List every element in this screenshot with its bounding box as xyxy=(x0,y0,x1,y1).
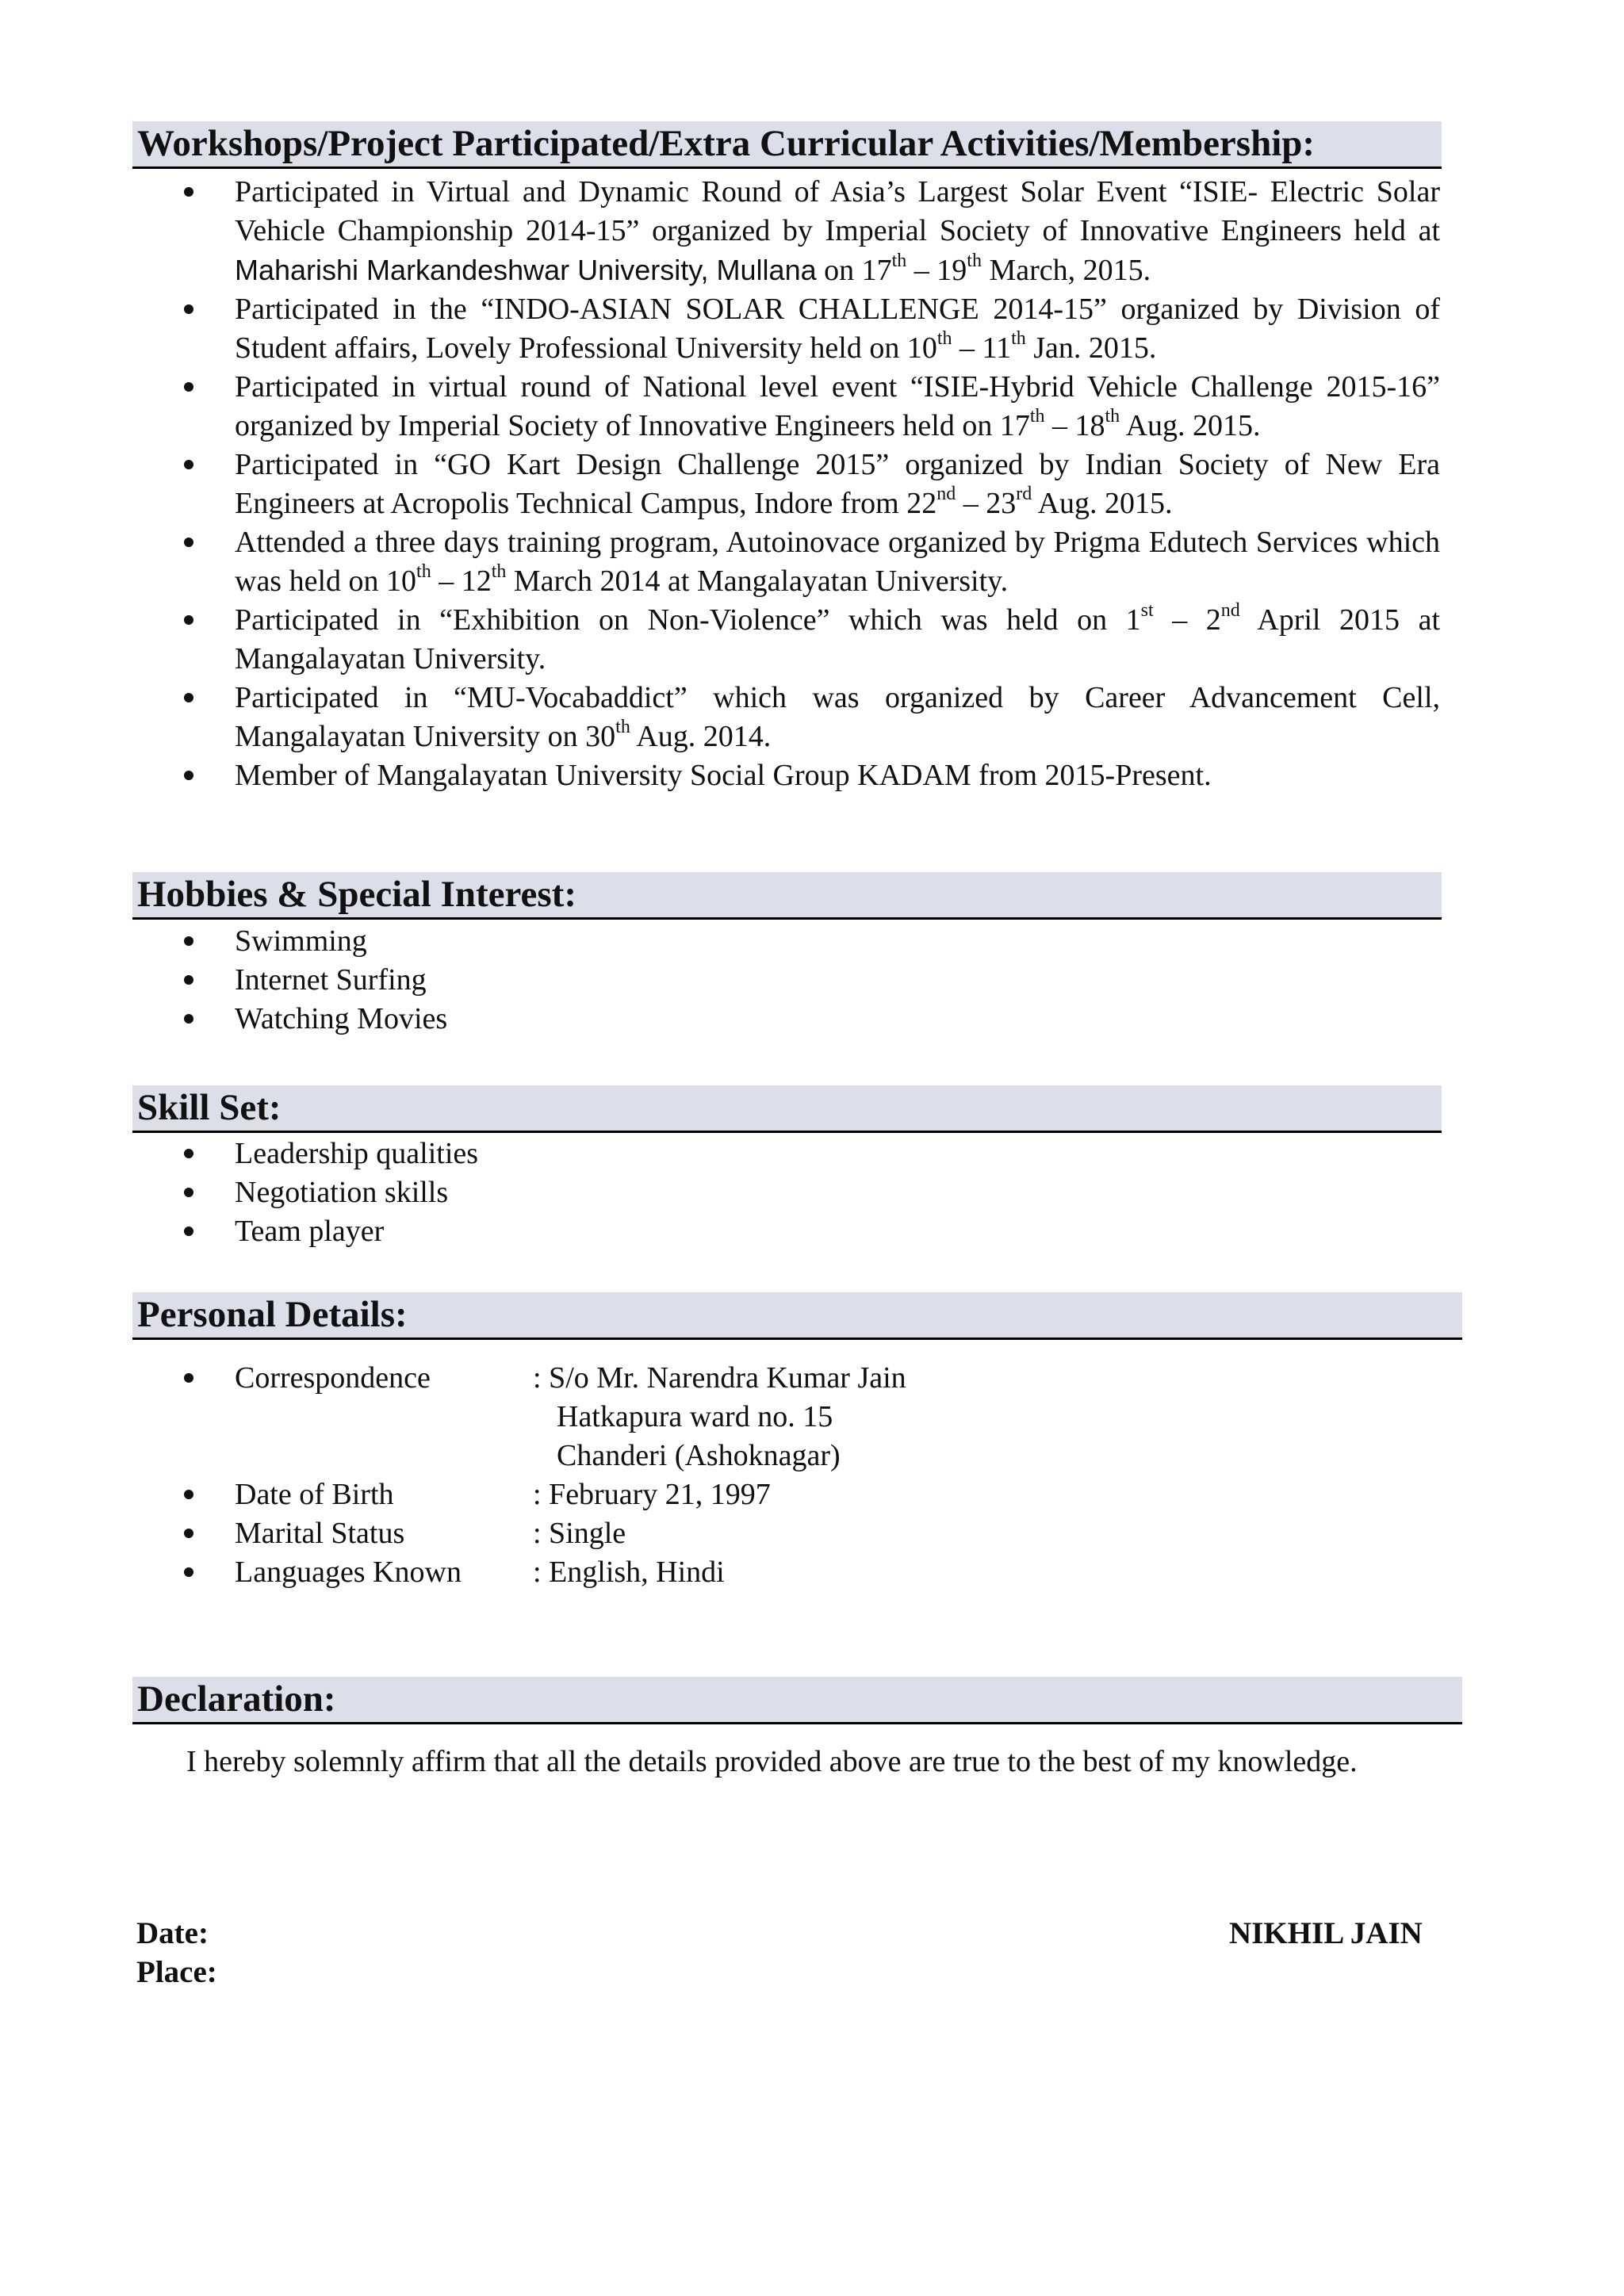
bullet-icon xyxy=(184,615,193,625)
list-item xyxy=(159,1553,1440,1592)
correspondence-label: Correspondence xyxy=(235,1361,431,1395)
marital-label: Marital Status xyxy=(235,1517,405,1550)
list-item: Participated in “GO Kart Design Challenge 2015” organized by Indian Society of New Era Engineers at Acropolis Technical Campus, Indore from 22nd – 23rd Aug. 2015. xyxy=(159,446,1440,523)
list-item: Participated in virtual round of National level event “ISIE-Hybrid Vehicle Challenge 2015-16” organized by Imperial Society of Innovative Engineers held on 17th – 18th Aug. 2015. xyxy=(159,368,1440,446)
list-item: Negotiation skills xyxy=(159,1173,1440,1212)
list-item: Participated in “MU-Vocabaddict” which was organized by Career Advancement Cell, Mangalayatan University on 30th Aug. 2014. xyxy=(159,679,1440,756)
bullet-icon xyxy=(184,382,193,392)
list-item: Participated in the “INDO-ASIAN SOLAR CHALLENGE 2014-15” organized by Division of Student affairs, Lovely Professional University held on 10th – 11th Jan. 2015. xyxy=(159,290,1440,368)
bullet-icon xyxy=(184,693,193,702)
list-item: Swimming xyxy=(159,922,1440,961)
bullet-icon xyxy=(184,1149,193,1158)
personal-list xyxy=(159,1359,1440,1592)
workshops-list xyxy=(159,173,1440,795)
place-label: Place: xyxy=(136,1955,217,1989)
bullet-icon xyxy=(184,460,193,469)
date-label: Date: xyxy=(136,1916,209,1950)
marital-value: : Single xyxy=(533,1517,626,1550)
declaration-heading: Declaration: xyxy=(132,1677,1462,1724)
bullet-icon xyxy=(184,975,193,985)
list-item xyxy=(159,1475,1440,1514)
languages-label: Languages Known xyxy=(235,1556,462,1589)
list-item: Watching Movies xyxy=(159,1000,1440,1039)
bullet-icon xyxy=(184,1014,193,1024)
bullet-icon xyxy=(184,304,193,314)
bullet-icon xyxy=(184,1373,193,1383)
list-item: Attended a three days training program, Autoinovace organized by Prigma Edutech Services which was held on 10th – 12th March 2014 at Mangalayatan University. xyxy=(159,523,1440,601)
bullet-icon xyxy=(184,1529,193,1538)
bullet-icon xyxy=(184,1188,193,1197)
hobbies-heading: Hobbies & Special Interest: xyxy=(132,872,1442,920)
bullet-icon xyxy=(184,936,193,946)
workshops-heading: Workshops/Project Participated/Extra Curricular Activities/Membership: xyxy=(132,121,1442,169)
list-item: Member of Mangalayatan University Social Group KADAM from 2015-Present. xyxy=(159,756,1440,795)
skills-heading: Skill Set: xyxy=(132,1085,1442,1133)
dob-value: : February 21, 1997 xyxy=(533,1478,771,1511)
bullet-icon xyxy=(184,1567,193,1577)
list-item: Participated in “Exhibition on Non-Violence” which was held on 1st – 2nd April 2015 at Mangalayatan University. xyxy=(159,601,1440,679)
bullet-icon xyxy=(184,1490,193,1499)
list-item: Participated in Virtual and Dynamic Round of Asia’s Largest Solar Event “ISIE- Electric Solar Vehicle Championship 2014-15” organized by Imperial Society of Innovative Engineers held at Maharishi Markandeshwar University, Mullana on 17th – 19th March, 2015. xyxy=(159,173,1440,290)
bullet-icon xyxy=(184,187,193,197)
dob-label: Date of Birth xyxy=(235,1478,394,1511)
list-item: Internet Surfing xyxy=(159,961,1440,1000)
correspondence-value: : S/o Mr. Narendra Kumar Jain Hatkapura ward no. 15 Chanderi (Ashoknagar) xyxy=(533,1361,906,1472)
languages-value: : English, Hindi xyxy=(533,1556,725,1589)
list-item xyxy=(159,1514,1440,1553)
skills-list xyxy=(159,1135,1440,1251)
bullet-icon xyxy=(184,538,193,547)
personal-heading: Personal Details: xyxy=(132,1292,1462,1340)
hobbies-list xyxy=(159,922,1440,1039)
bullet-icon xyxy=(184,1226,193,1236)
declaration-text: I hereby solemnly affirm that all the details provided above are true to the best of my knowledge. xyxy=(186,1745,1358,1778)
signatory-name: NIKHIL JAIN xyxy=(1229,1916,1423,1950)
bullet-icon xyxy=(184,771,193,780)
list-item: Leadership qualities xyxy=(159,1135,1440,1173)
list-item xyxy=(159,1359,1440,1475)
list-item: Team player xyxy=(159,1212,1440,1251)
